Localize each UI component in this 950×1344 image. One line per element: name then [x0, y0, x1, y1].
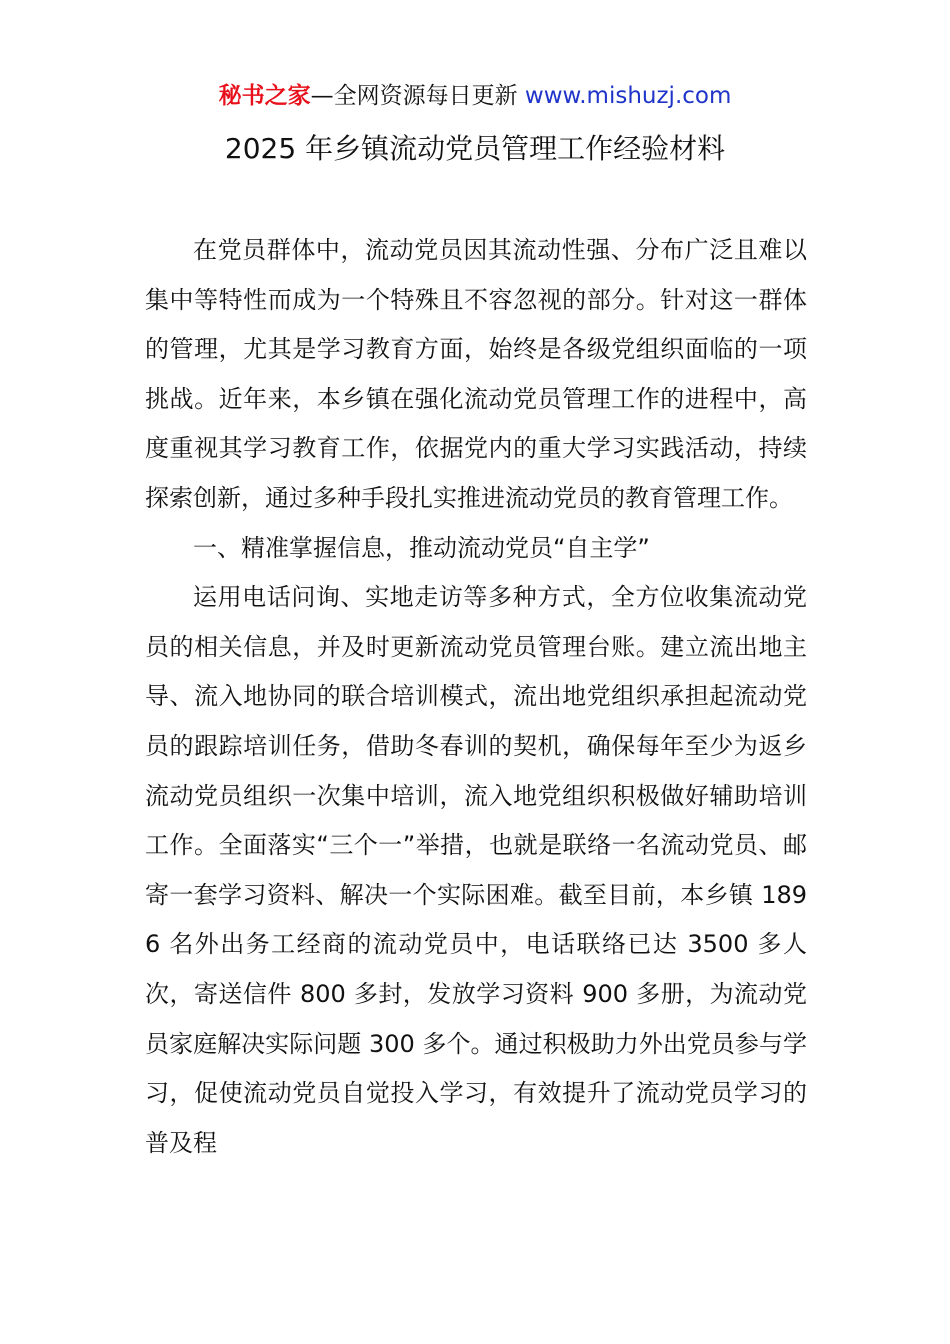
header-tagline: —全网资源每日更新	[310, 83, 525, 109]
brand-name: 秘书之家	[218, 83, 311, 109]
document-title: 2025 年乡镇流动党员管理工作经验材料	[224, 132, 726, 165]
site-url-link[interactable]: www.mishuzj.com	[524, 83, 732, 109]
document-body	[145, 226, 807, 1168]
section-heading-1: 一、精准掌握信息，推动流动党员“自主学”	[193, 533, 650, 562]
site-header	[0, 80, 950, 112]
paragraph-intro: 在党员群体中，流动党员因其流动性强、分布广泛且难以集中等特性而成为一个特殊且不容忽视的部分。针对这一群体的管理，尤其是学习教育方面，始终是各级党组织面临的一项挑战。近年来，本乡镇在强化流动党员管理工作的进程中，高度重视其学习教育工作，依据党内的重大学习实践活动，持续探索创新，通过多种手段扎实推进流动党员的教育管理工作。	[145, 236, 807, 512]
paragraph-section-1: 运用电话问询、实地走访等多种方式，全方位收集流动党员的相关信息，并及时更新流动党员管理台账。建立流出地主导、流入地协同的联合培训模式，流出地党组织承担起流动党员的跟踪培训任务，借助冬春训的契机，确保每年至少为返乡流动党员组织一次集中培训，流入地党组织积极做好辅助培训工作。全面落实“三个一”举措，也就是联络一名流动党员、邮寄一套学习资料、解决一个实际困难。截至目前，本乡镇 1896 名外出务工经商的流动党员中，电话联络已达 3500 多人次，寄送信件 800 多封，发放学习资料 900 多册，为流动党员家庭解决实际问题 300 多个。通过积极助力外出党员参与学习，促使流动党员自觉投入学习，有效提升了流动党员学习的普及程	[145, 583, 807, 1157]
